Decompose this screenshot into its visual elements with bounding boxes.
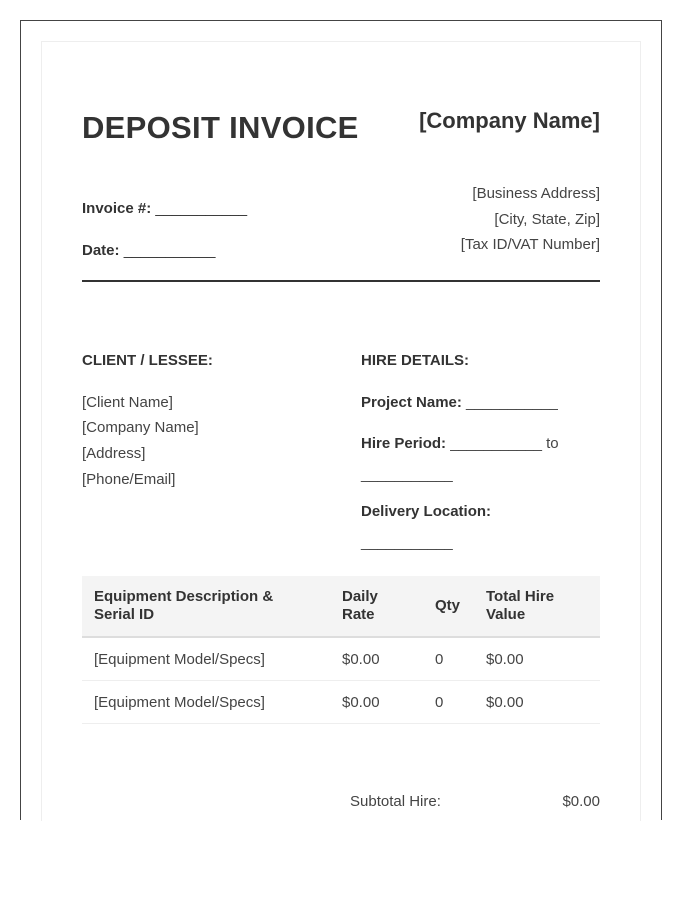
- hire-details-heading: HIRE DETAILS:: [361, 352, 470, 369]
- delivery-location-label: Delivery Location:: [361, 503, 492, 520]
- invoice-title: DEPOSIT INVOICE: [82, 110, 359, 145]
- row-qty: 0: [435, 651, 444, 668]
- project-name-value: ___________: [466, 394, 558, 411]
- hire-period-label: Hire Period:: [361, 435, 447, 452]
- invoice-number-line: [82, 200, 247, 217]
- invoice-page: [41, 41, 641, 821]
- client-address: [Address]: [82, 445, 146, 462]
- row-total: $0.00: [486, 694, 524, 711]
- hire-period-to: to: [546, 435, 559, 452]
- client-name: [Client Name]: [82, 394, 173, 411]
- row-description: [Equipment Model/Specs]: [94, 651, 265, 668]
- header-description: [94, 588, 273, 624]
- client-company: [Company Name]: [82, 419, 199, 436]
- client-heading: CLIENT / LESSEE:: [82, 352, 213, 369]
- row-description: [Equipment Model/Specs]: [94, 694, 265, 711]
- table-row: [82, 638, 600, 681]
- business-tax-id: [Tax ID/VAT Number]: [460, 236, 600, 253]
- delivery-location-value: ___________: [361, 534, 453, 551]
- header-qty: Qty: [435, 597, 461, 614]
- subtotal-value: $0.00: [562, 793, 600, 810]
- hire-period-line: [361, 435, 559, 452]
- hire-period-end: ___________: [361, 466, 453, 483]
- header-divider: [82, 280, 600, 282]
- row-rate: $0.00: [342, 651, 380, 668]
- invoice-date-label: Date:: [82, 242, 120, 259]
- row-total: $0.00: [486, 651, 524, 668]
- table-row: [82, 681, 600, 724]
- invoice-date-value: ___________: [123, 242, 216, 259]
- project-name-line: [361, 394, 558, 411]
- invoice-number-label: Invoice #:: [82, 200, 152, 217]
- subtotal-label: Subtotal Hire:: [350, 793, 441, 810]
- header-rate-line2: Rate: [342, 606, 375, 623]
- equipment-table: [82, 576, 600, 724]
- row-qty: 0: [435, 694, 444, 711]
- table-header: [82, 576, 600, 638]
- invoice-number-value: ___________: [155, 200, 248, 217]
- business-city-state-zip: [City, State, Zip]: [494, 211, 600, 228]
- header-total-line1: Total Hire: [486, 588, 555, 605]
- invoice-date-line: [82, 242, 215, 259]
- company-name: [Company Name]: [419, 108, 600, 133]
- client-contact: [Phone/Email]: [82, 471, 176, 488]
- header-total-line2: Value: [486, 606, 526, 623]
- hire-period-start: ___________: [450, 435, 542, 452]
- business-address: [Business Address]: [472, 185, 600, 202]
- header-description-line1: Equipment Description &: [94, 588, 274, 605]
- project-name-label: Project Name:: [361, 394, 462, 411]
- header-total-hire-value: [486, 588, 554, 624]
- header-description-line2: Serial ID: [94, 606, 155, 623]
- row-rate: $0.00: [342, 694, 380, 711]
- document-frame: [20, 20, 662, 820]
- header-rate-line1: Daily: [342, 588, 378, 605]
- header-daily-rate: [342, 588, 378, 624]
